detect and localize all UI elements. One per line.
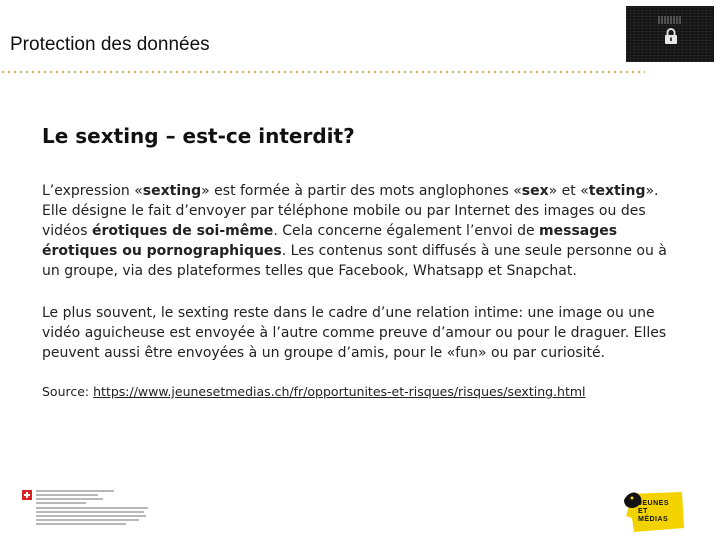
swiss-confederation-logo <box>22 488 152 528</box>
thumbnail-caption <box>658 16 682 24</box>
logo-fine-print <box>36 490 148 527</box>
swiss-flag-icon <box>22 490 32 500</box>
bold-term: érotiques de soi-même <box>91 223 274 239</box>
bold-term: sexting <box>142 183 202 199</box>
paragraph-definition <box>42 181 682 281</box>
main-heading: Le sexting – est-ce interdit? <box>42 124 355 148</box>
dotted-divider <box>0 70 645 74</box>
text-run: ». Elle désigne le fait d’envoyer par téléphone mobile ou par Internet des images ou des vidéos <box>42 183 659 239</box>
bold-term: texting <box>588 183 646 199</box>
text-run: . Les contenus sont diffusés à une seule personne ou à un groupe, via des plateformes telles que Facebook, Whatsapp et Snapchat. <box>42 243 667 279</box>
bold-term: sex <box>521 183 549 199</box>
bold-term: messages érotiques ou pornographiques <box>42 223 618 259</box>
source-line <box>42 384 586 399</box>
source-link[interactable]: https://www.jeunesetmedias.ch/fr/opportunites-et-risques/risques/sexting.html <box>93 384 586 399</box>
logo-text <box>638 500 669 524</box>
text-run: » est formée à partir des mots anglophones « <box>201 183 522 199</box>
text-run: » et « <box>548 183 589 199</box>
logo-word: ET <box>638 508 648 515</box>
source-label: Source: <box>42 384 94 399</box>
jeunes-et-medias-logo <box>622 488 686 534</box>
logo-word: JEUNES <box>638 500 670 507</box>
page-title: Protection des données <box>10 34 210 55</box>
paragraph-context: Le plus souvent, le sexting reste dans le cadre d’une relation intime: une image ou une vidéo aguicheuse est envoyée à l’autre comme preuve d’amour ou pour le draguer. Elles peuvent aussi être envoyées à un groupe d’amis, pour le «fun» ou par curiosité. <box>42 305 667 361</box>
logo-word: MÉDIAS <box>638 516 669 523</box>
text-run: . Cela concerne également l’envoi de <box>273 223 540 239</box>
text-run: L’expression « <box>42 183 143 199</box>
thumbnail-image <box>626 6 714 62</box>
lock-icon <box>664 28 678 44</box>
